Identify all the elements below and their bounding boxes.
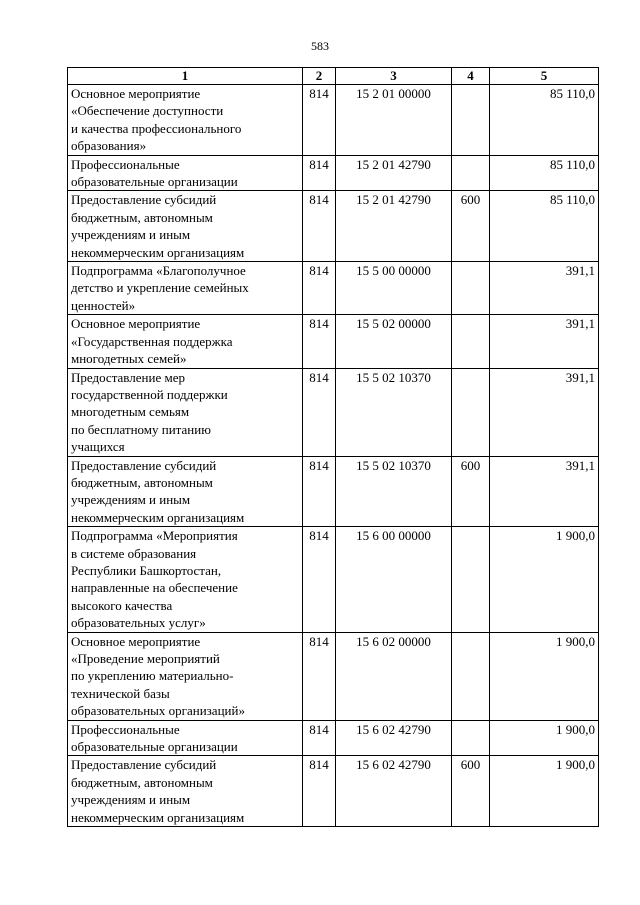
- amount-cell: 391,1: [490, 315, 599, 368]
- column-header-2: 2: [303, 68, 336, 85]
- row-name-line: «Проведение мероприятий: [71, 651, 220, 666]
- column-header-3: 3: [336, 68, 452, 85]
- target-article-cell: 15 5 00 00000: [336, 262, 452, 315]
- row-name-line: некоммерческим организациям: [71, 509, 245, 525]
- row-name-cell: [68, 456, 303, 527]
- row-name-line: Предоставление мер: [71, 369, 185, 385]
- row-name-cell: [68, 527, 303, 632]
- expense-type-cell: 600: [452, 456, 490, 527]
- target-article-cell: 15 2 01 42790: [336, 191, 452, 262]
- target-article-cell: 15 6 02 42790: [336, 720, 452, 756]
- row-name-line: Подпрограмма «Мероприятия: [71, 528, 238, 544]
- table-row: [68, 456, 599, 527]
- row-name-line: Профессиональные: [71, 156, 180, 172]
- row-name-line: Предоставление субсидий: [71, 757, 217, 773]
- row-name-line: «Обеспечение доступности: [71, 103, 224, 119]
- ministry-code-cell: 814: [303, 262, 336, 315]
- row-name-line: учреждениям и иным: [71, 792, 191, 808]
- row-name-line: образовательных услуг»: [71, 615, 206, 631]
- table-row: [68, 368, 599, 456]
- row-name-line: Подпрограмма «Благополучное: [71, 263, 246, 279]
- row-name-line: Предоставление субсидий: [71, 192, 217, 208]
- table-row: [68, 85, 599, 156]
- ministry-code-cell: 814: [303, 632, 336, 720]
- row-name-line: некоммерческим организациям: [71, 809, 245, 825]
- target-article-cell: 15 5 02 10370: [336, 368, 452, 456]
- row-name-line: учреждениям и иным: [71, 492, 191, 508]
- row-name-line: Основное мероприятие: [71, 633, 201, 649]
- table-row: [68, 315, 599, 368]
- row-name-line: в системе образования: [71, 545, 197, 561]
- table-row: [68, 756, 599, 827]
- amount-cell: 1 900,0: [490, 632, 599, 720]
- row-name-cell: [68, 191, 303, 262]
- expense-type-cell: [452, 85, 490, 156]
- row-name-line: Основное мероприятие: [71, 316, 201, 332]
- amount-cell: 85 110,0: [490, 85, 599, 156]
- row-name-line: ценностей»: [71, 297, 136, 313]
- table-row: [68, 191, 599, 262]
- table-row: [68, 155, 599, 191]
- expense-type-cell: [452, 527, 490, 632]
- ministry-code-cell: 814: [303, 155, 336, 191]
- row-name-line: бюджетным, автономным: [71, 474, 213, 490]
- table-body: [68, 85, 599, 827]
- row-name-line: учреждениям и иным: [71, 227, 191, 243]
- row-name-line: образования»: [71, 138, 147, 154]
- target-article-cell: 15 5 02 00000: [336, 315, 452, 368]
- ministry-code-cell: 814: [303, 527, 336, 632]
- amount-cell: 1 900,0: [490, 756, 599, 827]
- row-name-line: направленные на обеспечение: [71, 580, 238, 596]
- row-name-line: высокого качества: [71, 597, 173, 613]
- row-name-line: по укреплению материально-: [71, 668, 234, 684]
- ministry-code-cell: 814: [303, 85, 336, 156]
- amount-cell: 391,1: [490, 456, 599, 527]
- row-name-line: многодетных семей»: [71, 351, 187, 367]
- row-name-line: технической базы: [71, 685, 170, 701]
- page-number: 583: [311, 39, 329, 53]
- amount-cell: 1 900,0: [490, 527, 599, 632]
- table-row: [68, 262, 599, 315]
- row-name-cell: [68, 85, 303, 156]
- table-row: [68, 720, 599, 756]
- row-name-cell: [68, 262, 303, 315]
- amount-cell: 391,1: [490, 262, 599, 315]
- row-name-cell: [68, 315, 303, 368]
- expense-type-cell: [452, 720, 490, 756]
- target-article-cell: 15 2 01 42790: [336, 155, 452, 191]
- ministry-code-cell: 814: [303, 368, 336, 456]
- ministry-code-cell: 814: [303, 756, 336, 827]
- header-row: [68, 68, 599, 85]
- column-header-4: 4: [452, 68, 490, 85]
- row-name-cell: [68, 632, 303, 720]
- row-name-line: Республики Башкортостан,: [71, 562, 222, 578]
- row-name-cell: [68, 368, 303, 456]
- expense-type-cell: [452, 632, 490, 720]
- row-name-line: бюджетным, автономным: [71, 209, 213, 225]
- amount-cell: 85 110,0: [490, 191, 599, 262]
- row-name-line: государственной поддержки: [71, 386, 228, 402]
- row-name-line: некоммерческим организациям: [71, 244, 245, 260]
- row-name-cell: [68, 155, 303, 191]
- row-name-line: Профессиональные: [71, 721, 180, 737]
- row-name-line: образовательных организаций»: [71, 703, 245, 719]
- row-name-line: Предоставление субсидий: [71, 457, 217, 473]
- expense-type-cell: [452, 315, 490, 368]
- table-header: [68, 68, 599, 85]
- target-article-cell: 15 5 02 10370: [336, 456, 452, 527]
- table-row: [68, 632, 599, 720]
- ministry-code-cell: 814: [303, 191, 336, 262]
- row-name-line: учащихся: [71, 439, 125, 455]
- target-article-cell: 15 6 02 42790: [336, 756, 452, 827]
- row-name-line: по бесплатному питанию: [71, 421, 211, 437]
- expense-type-cell: [452, 262, 490, 315]
- amount-cell: 85 110,0: [490, 155, 599, 191]
- amount-cell: 391,1: [490, 368, 599, 456]
- row-name-line: детство и укрепление семейных: [71, 280, 249, 296]
- row-name-line: бюджетным, автономным: [71, 774, 213, 790]
- target-article-cell: 15 6 02 00000: [336, 632, 452, 720]
- target-article-cell: 15 2 01 00000: [336, 85, 452, 156]
- target-article-cell: 15 6 00 00000: [336, 527, 452, 632]
- row-name-cell: [68, 756, 303, 827]
- row-name-line: «Государственная поддержка: [71, 333, 233, 349]
- ministry-code-cell: 814: [303, 456, 336, 527]
- row-name-cell: [68, 720, 303, 756]
- row-name-line: образовательные организации: [71, 174, 238, 190]
- row-name-line: Основное мероприятие: [71, 86, 201, 101]
- row-name-line: образовательные организации: [71, 739, 238, 755]
- ministry-code-cell: 814: [303, 720, 336, 756]
- table-row: [68, 527, 599, 632]
- column-header-1: 1: [68, 68, 303, 85]
- expense-type-cell: [452, 155, 490, 191]
- expense-type-cell: [452, 368, 490, 456]
- column-header-5: 5: [490, 68, 599, 85]
- amount-cell: 1 900,0: [490, 720, 599, 756]
- expense-type-cell: 600: [452, 756, 490, 827]
- row-name-line: и качества профессионального: [71, 120, 242, 136]
- budget-table: [67, 67, 599, 827]
- ministry-code-cell: 814: [303, 315, 336, 368]
- row-name-line: многодетным семьям: [71, 404, 190, 420]
- expense-type-cell: 600: [452, 191, 490, 262]
